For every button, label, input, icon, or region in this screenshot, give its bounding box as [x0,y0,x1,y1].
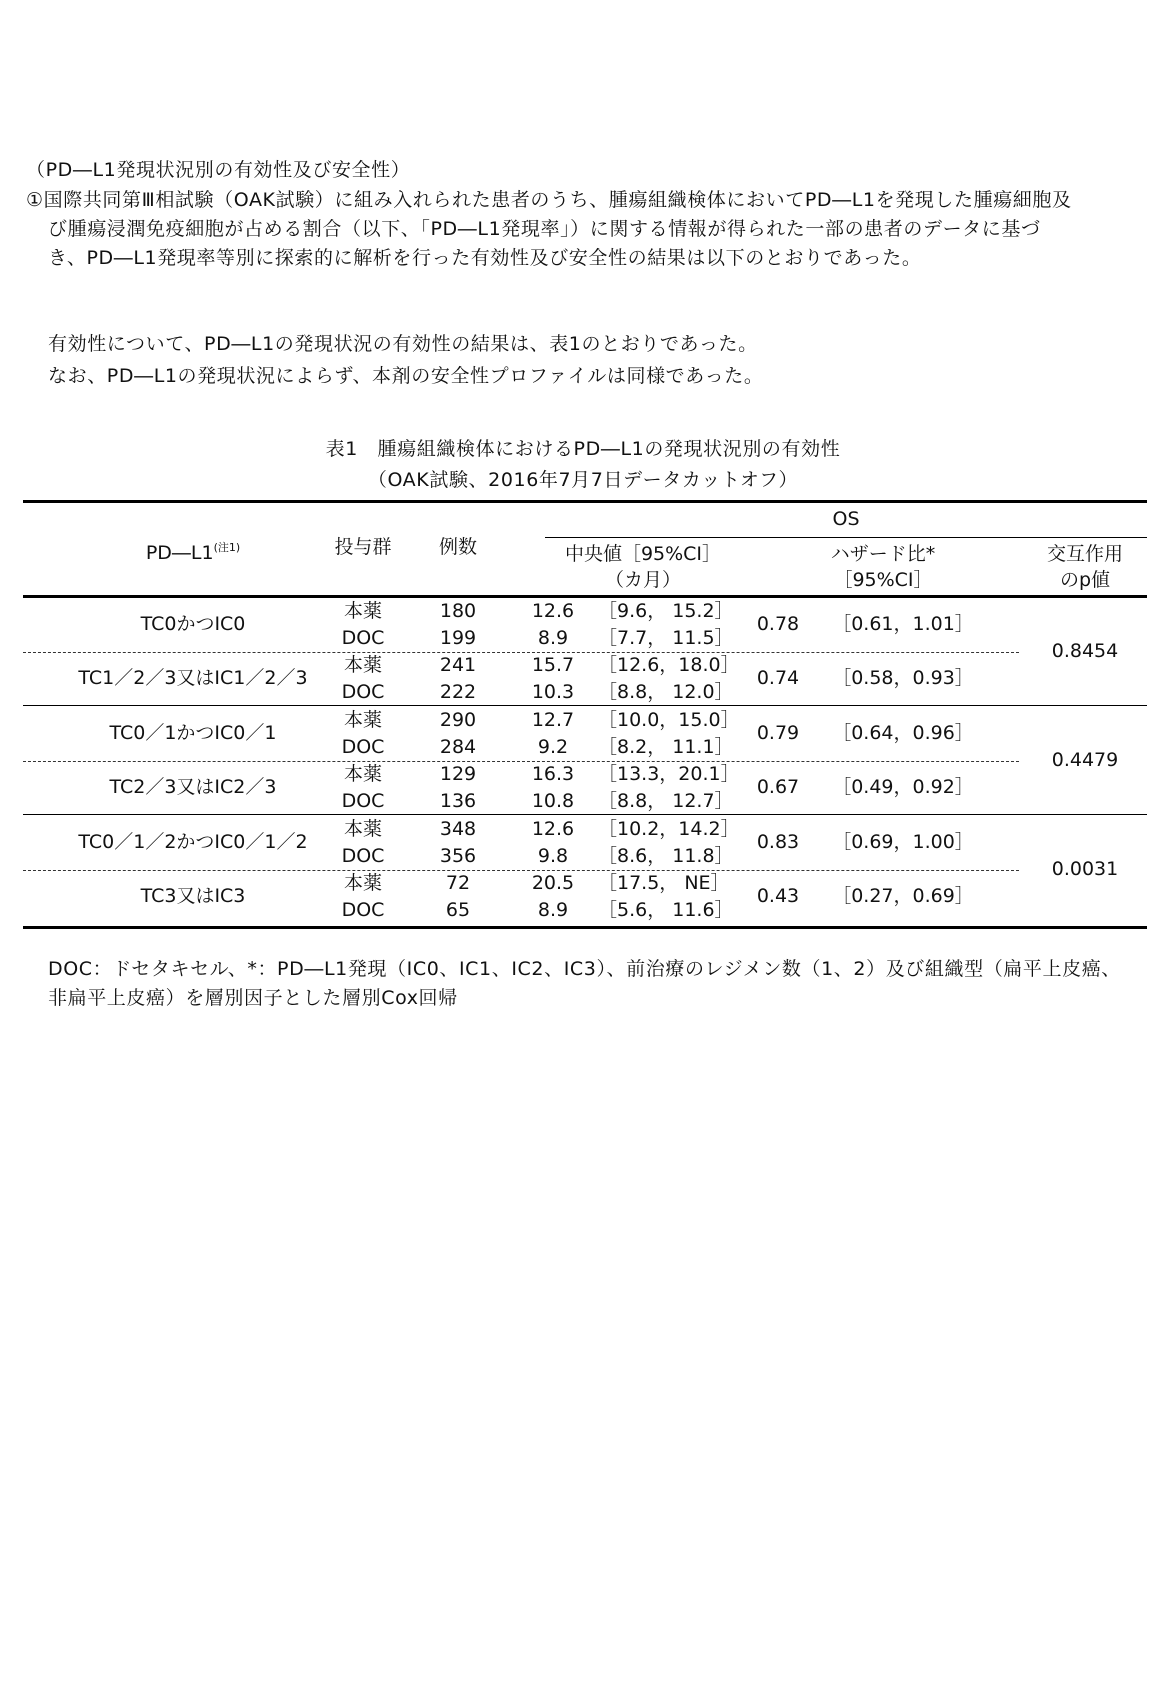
safety-paragraph: なお、PD―L1の発現状況によらず、本剤の安全性プロファイルは同様であった。 [48,365,764,387]
subgroup-label: TC3又はIC3 [140,885,246,907]
header-pdl1-label: PD―L1 [145,542,214,564]
patient-count: 222 [439,681,477,703]
patient-count: 284 [439,736,477,758]
median-os-ci: ［7.7， 11.5］ [598,627,734,649]
patient-count: 72 [445,872,471,894]
hazard-ratio-ci: ［0.27，0.69］ [832,885,974,907]
median-os: 10.8 [531,790,575,812]
median-os: 8.9 [537,627,569,649]
arm-name: 本薬 [343,709,382,731]
median-os: 8.9 [537,899,569,921]
header-pint-1: 交互作用 [1046,543,1123,565]
table-top-rule [23,500,1147,503]
subgroup-label: TC0／1かつIC0／1 [109,722,277,744]
header-median-2: （カ月） [604,569,681,591]
header-pdl1-note: (注1) [213,541,241,554]
hazard-ratio-ci: ［0.49，0.92］ [832,776,974,798]
p-interaction-value: 0.0031 [1051,858,1119,880]
median-os-ci: ［10.0，15.0］ [598,709,740,731]
patient-count: 348 [439,818,477,840]
header-pdl1 [73,534,313,567]
header-hr-1: ハザード比* [830,543,936,565]
median-os-ci: ［17.5， NE］ [598,872,730,894]
median-os: 12.6 [531,818,575,840]
subgroup-label: TC2／3又はIC2／3 [109,776,277,798]
os-underline [545,537,1147,538]
subgroup-label: TC1／2／3又はIC1／2／3 [78,667,308,689]
patient-count: 290 [439,709,477,731]
hazard-ratio-ci: ［0.69，1.00］ [832,831,974,853]
median-os: 16.3 [531,763,575,785]
arm-name: 本薬 [343,654,382,676]
p-interaction-value: 0.8454 [1051,640,1119,662]
hazard-ratio: 0.83 [756,831,800,853]
arm-name: 本薬 [343,818,382,840]
median-os: 15.7 [531,654,575,676]
patient-count: 136 [439,790,477,812]
median-os-ci: ［12.6，18.0］ [598,654,740,676]
median-os-ci: ［8.2， 11.1］ [598,736,734,758]
median-os-ci: ［8.8， 12.7］ [598,790,734,812]
patient-count: 65 [445,899,471,921]
median-os-ci: ［9.6， 15.2］ [598,600,734,622]
intro-line: ①国際共同第Ⅲ相試験（OAK試験）に組み入れられた患者のうち、腫瘍組織検体においてPD―L1を発現した腫瘍細胞及 [26,189,1072,211]
hazard-ratio-ci: ［0.58，0.93］ [832,667,974,689]
patient-count: 199 [439,627,477,649]
header-arm: 投与群 [334,536,392,558]
table-title: 表1 腫瘍組織検体におけるPD―L1の発現状況別の有効性 [325,438,841,460]
arm-name: DOC [341,899,385,921]
hazard-ratio-ci: ［0.64，0.96］ [832,722,974,744]
header-pint-2: のp値 [1059,569,1111,591]
header-os: OS [832,508,860,530]
median-os: 9.8 [537,845,569,867]
intro-line: び腫瘍浸潤免疫細胞が占める割合（以下、「PD―L1発現率」）に関する情報が得られた一部の患者のデータに基づ [48,218,1041,240]
table-footnote [48,955,1148,1013]
median-os: 12.7 [531,709,575,731]
arm-name: DOC [341,790,385,812]
subgroup-label: TC0かつIC0 [140,613,246,635]
median-os: 9.2 [537,736,569,758]
median-os: 20.5 [531,872,575,894]
footnote-line: 非扁平上皮癌）を層別因子とした層別Cox回帰 [48,987,458,1009]
header-n: 例数 [438,536,477,558]
hazard-ratio: 0.43 [756,885,800,907]
median-os-ci: ［10.2，14.2］ [598,818,740,840]
efficacy-paragraph: 有効性について、PD―L1の発現状況の有効性の結果は、表1のとおりであった。 [48,333,758,355]
hazard-ratio: 0.78 [756,613,800,635]
median-os: 10.3 [531,681,575,703]
hazard-ratio: 0.67 [756,776,800,798]
section-heading: （PD―L1発現状況別の有効性及び安全性） [26,159,411,181]
median-os: 12.6 [531,600,575,622]
table-subtitle: （OAK試験、2016年7月7日データカットオフ） [367,469,799,491]
arm-name: DOC [341,627,385,649]
arm-name: DOC [341,736,385,758]
arm-name: 本薬 [343,600,382,622]
p-interaction-value: 0.4479 [1051,749,1119,771]
median-os-ci: ［8.8， 12.0］ [598,681,734,703]
patient-count: 241 [439,654,477,676]
median-os-ci: ［13.3，20.1］ [598,763,740,785]
group-divider [23,814,1147,815]
median-os-ci: ［8.6， 11.8］ [598,845,734,867]
header-median-1: 中央値［95%CI］ [564,543,722,565]
arm-name: 本薬 [343,872,382,894]
patient-count: 129 [439,763,477,785]
intro-paragraph [26,186,1156,273]
arm-name: DOC [341,681,385,703]
table-bottom-rule [23,926,1147,929]
patient-count: 356 [439,845,477,867]
patient-count: 180 [439,600,477,622]
median-os-ci: ［5.6， 11.6］ [598,899,734,921]
subgroup-label: TC0／1／2かつIC0／1／2 [78,831,308,853]
hazard-ratio: 0.79 [756,722,800,744]
arm-name: DOC [341,845,385,867]
hazard-ratio-ci: ［0.61，1.01］ [832,613,974,635]
header-hr-2: ［95%CI］ [833,569,933,591]
footnote-line: DOC：ドセタキセル、*：PD―L1発現（IC0、IC1、IC2、IC3）、前治療のレジメン数（1、2）及び組織型（扁平上皮癌、 [48,958,1121,980]
hazard-ratio: 0.74 [756,667,800,689]
group-divider [23,705,1147,706]
intro-line: き、PD―L1発現率等別に探索的に解析を行った有効性及び安全性の結果は以下のとおりであった。 [48,247,922,269]
arm-name: 本薬 [343,763,382,785]
